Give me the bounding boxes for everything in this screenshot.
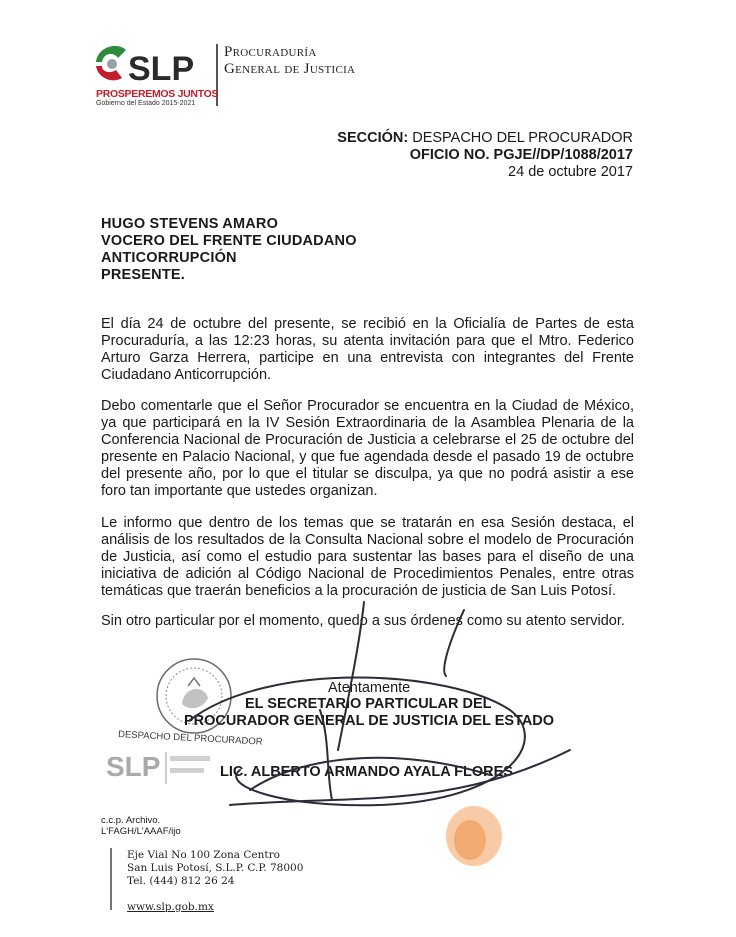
slogan: PROSPEREMOS JUNTOS: [96, 88, 219, 100]
signer-title-line-2: PROCURADOR GENERAL DE JUSTICIA DEL ESTADO: [184, 713, 555, 729]
footer-address-2: San Luis Potosí, S.L.P. C.P. 78000: [127, 862, 304, 874]
svg-text:SLP: SLP: [128, 50, 195, 88]
body-paragraph-1: El día 24 de octubre del presente, se recibió en la Oficialía de Partes de esta Procuraduría, a las 12:23 horas, su atenta invitación para que el Mtro. Federico Arturo Garza Herrera, participe en una entrevista con integrantes del Frente Ciudadano Anticorrupción.: [101, 316, 634, 383]
institution-line-1: Procuraduría: [224, 44, 317, 60]
body-paragraph-2: Debo comentarle que el Señor Procurador se encuentra en la Ciudad de México, ya que participará en la IV Sesión Extraordinaria de la Asamblea Plenaria de la Conferencia Nacional de Procuración de Justicia a celebrarse el 25 de octubre del presente en Palacio Nacional, y que fue agendada desde el pasado 19 de octubre del presente año, por lo que el titular se disculpa, ya que no podrá asistir a ese foro tan importante que ustedes organizan.: [101, 398, 634, 499]
recipient-line-1: HUGO STEVENS AMARO: [101, 216, 279, 232]
footer-phone: Tel. (444) 812 26 24: [127, 875, 235, 887]
recipient-line-2: VOCERO DEL FRENTE CIUDADANO: [101, 233, 357, 249]
svg-text:SLP: SLP: [106, 751, 161, 782]
footer-address-1: Eje Vial No 100 Zona Centro: [127, 849, 280, 861]
seccion-value: DESPACHO DEL PROCURADOR: [412, 130, 633, 146]
handwritten-signature-icon: [150, 600, 580, 830]
recipient-line-4: PRESENTE.: [101, 267, 185, 283]
seccion-label: SECCIÓN:: [337, 130, 409, 146]
signer-title-line-1: EL SECRETARIO PARTICULAR DEL: [245, 696, 492, 712]
body-paragraph-4: Sin otro particular por el momento, quedo a sus órdenes como su atento servidor.: [101, 613, 625, 629]
signer-name: LIC. ALBERTO ARMANDO AYALA FLORES: [220, 764, 513, 780]
letter-date: 24 de octubre 2017: [508, 164, 633, 180]
institution-line-2: General de Justicia: [224, 61, 356, 77]
ink-smudge-icon: [440, 800, 510, 870]
ccp-archive: c.c.p. Archivo.: [101, 815, 161, 826]
footer-url-link[interactable]: www.slp.gob.mx: [127, 901, 214, 913]
footer-divider: [110, 848, 112, 910]
gobierno-caption: Gobierno del Estado 2015-2021: [96, 100, 196, 107]
ccp-initials: L'FAGH/L'AAAF/ijo: [101, 826, 181, 837]
seccion-line: [337, 130, 633, 146]
svg-text:DESPACHO DEL PROCURADOR: DESPACHO DEL PROCURADOR: [117, 729, 263, 748]
recipient-line-3: ANTICORRUPCIÓN: [101, 250, 237, 266]
body-paragraph-3: Le informo que dentro de los temas que se tratarán en esa Sesión destaca, el análisis de los resultados de la Consulta Nacional sobre el modelo de Procuración de Justicia, así como el estudio para sustentar las bases para el diseño de una iniciativa de adición al Código Nacional de Procedimientos Penales, entre otras temáticas que traerán beneficios a la procuración de justicia de San Luis Potosí.: [101, 515, 634, 599]
closing-atentamente: Atentamente: [328, 680, 411, 696]
oficio-number: OFICIO NO. PGJE//DP/1088/2017: [409, 147, 633, 163]
